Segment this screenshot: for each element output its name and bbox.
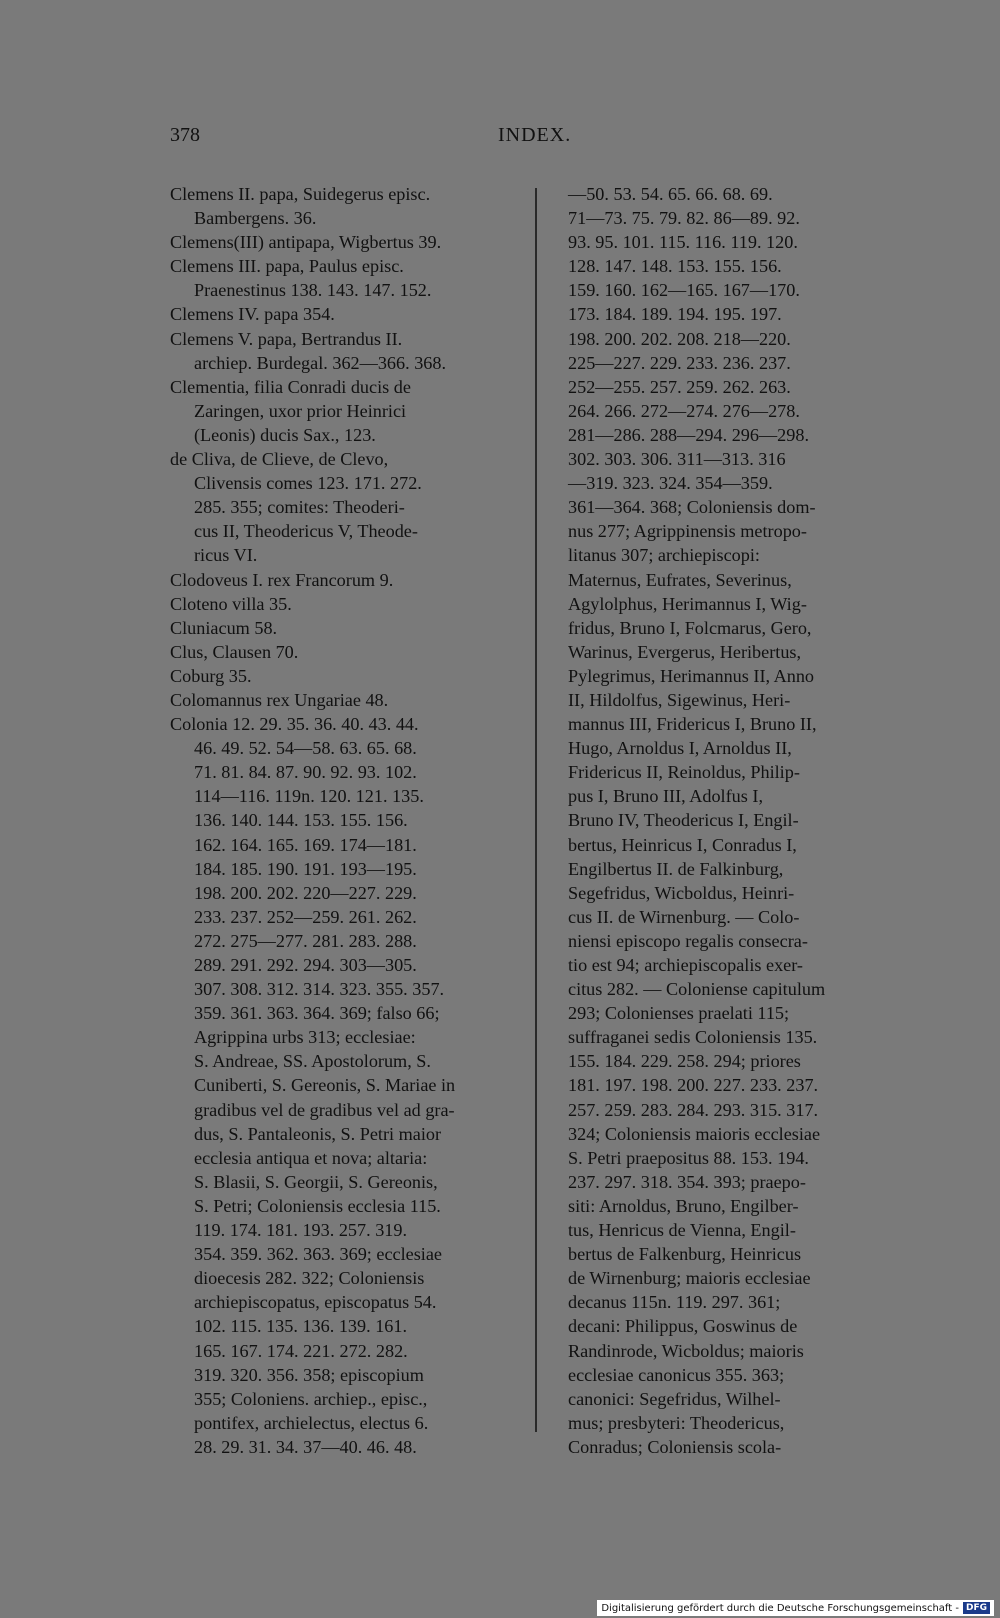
index-line: 198. 200. 202. 208. 218—220. [568,328,791,349]
index-line: Zaringen, uxor prior Heinrici [194,400,407,421]
index-line: II, Hildolfus, Sigewinus, Heri- [568,689,791,710]
index-line: S. Andreae, SS. Apostolorum, S. [194,1051,431,1072]
index-line: mannus III, Fridericus I, Bruno II, [568,714,817,735]
index-line: 319. 320. 356. 358; episcopium [194,1364,424,1385]
index-line: suffraganei sedis Coloniensis 135. [568,1027,818,1048]
index-line: 252—255. 257. 259. 262. 263. [568,376,791,397]
index-line: Hugo, Arnoldus I, Arnoldus II, [568,738,792,759]
index-line: 281—286. 288—294. 296—298. [568,424,809,445]
index-line: Clivensis comes 123. 171. 272. [194,473,422,494]
column-divider [535,188,537,1432]
index-line: 225—227. 229. 233. 236. 237. [568,352,791,373]
index-line: 198. 200. 202. 220—227. 229. [194,882,417,903]
index-line: Bambergens. 36. [194,208,317,229]
index-line: —50. 53. 54. 65. 66. 68. 69. [568,184,773,204]
index-line: 307. 308. 312. 314. 323. 355. 357. [194,979,445,1000]
index-line: 93. 95. 101. 115. 116. 119. 120. [568,232,798,253]
index-line: 359. 361. 363. 364. 369; falso 66; [194,1003,440,1024]
index-line: fridus, Bruno I, Folcmarus, Gero, [568,617,812,638]
index-line: citus 282. — Coloniense capitulum [568,979,826,1000]
index-line: 361—364. 368; Coloniensis dom- [568,497,816,518]
index-line: Maternus, Eufrates, Severinus, [568,569,792,590]
index-line: Agylolphus, Herimannus I, Wig- [568,593,807,614]
index-line: 354. 359. 362. 363. 369; ecclesiae [194,1244,443,1265]
index-line: gradibus vel de gradibus vel ad gra- [194,1099,455,1120]
index-line: Randinrode, Wicboldus; maioris [568,1340,804,1361]
index-line: de Cliva, de Clieve, de Clevo, [170,449,389,470]
index-line: pus I, Bruno III, Adolfus I, [568,786,763,807]
index-line: S. Petri; Coloniensis ecclesia 115. [194,1195,441,1216]
index-line: 293; Colonienses praelati 115; [568,1003,790,1024]
index-line: Cuniberti, S. Gereonis, S. Mariae in [194,1075,456,1096]
index-line: Clodoveus I. rex Francorum 9. [170,569,394,590]
index-line: 285. 355; comites: Theoderi- [194,497,405,518]
index-line: Clemens II. papa, Suidegerus episc. [170,184,431,204]
index-line: 128. 147. 148. 153. 155. 156. [568,256,782,277]
index-line: cus II. de Wirnenburg. — Colo- [568,906,800,927]
index-line: 181. 197. 198. 200. 227. 233. 237. [568,1075,819,1096]
index-line: 71—73. 75. 79. 82. 86—89. 92. [568,208,800,229]
index-line: mus; presbyteri: Theodericus, [568,1412,785,1433]
running-head: INDEX. [498,124,572,146]
index-line: 257. 259. 283. 284. 293. 315. 317. [568,1099,819,1120]
right-column [568,182,904,1459]
index-line: 233. 237. 252—259. 261. 262. [194,906,417,927]
index-line: Clemens V. papa, Bertrandus II. [170,328,403,349]
index-line: 102. 115. 135. 136. 139. 161. [194,1316,408,1337]
index-line: Colonia 12. 29. 35. 36. 40. 43. 44. [170,714,419,735]
index-line: 289. 291. 292. 294. 303—305. [194,955,417,975]
index-line: 324; Coloniensis maioris ecclesiae [568,1123,821,1144]
index-line: Engilbertus II. de Falkinburg, [568,858,784,879]
left-column [170,182,522,1459]
index-line: 159. 160. 162—165. 167—170. [568,280,800,301]
index-line: Warinus, Evergerus, Heribertus, [568,641,802,662]
index-line: Bruno IV, Theodericus I, Engil- [568,810,799,831]
index-line: 173. 184. 189. 194. 195. 197. [568,304,782,325]
index-line: archiep. Burdegal. 362—366. 368. [194,352,447,373]
index-line: Fridericus II, Reinoldus, Philip- [568,762,800,783]
index-line: 114—116. 119n. 120. 121. 135. [194,786,424,807]
index-line: canonici: Segefridus, Wilhel- [568,1388,781,1409]
index-line: 272. 275—277. 281. 283. 288. [194,930,417,951]
index-line: 71. 81. 84. 87. 90. 92. 93. 102. [194,762,417,783]
index-line: 165. 167. 174. 221. 272. 282. [194,1340,408,1361]
index-line: tio est 94; archiepiscopalis exer- [568,955,803,975]
index-line: de Wirnenburg; maioris ecclesiae [568,1268,811,1289]
index-line: 119. 174. 181. 193. 257. 319. [194,1220,408,1241]
index-line: 155. 184. 229. 258. 294; priores [568,1051,801,1072]
index-line: Clementia, filia Conradi ducis de [170,376,411,397]
index-line: 46. 49. 52. 54—58. 63. 65. 68. [194,738,417,759]
index-line: Conradus; Coloniensis scola- [568,1436,782,1457]
index-line: dus, S. Pantaleonis, S. Petri maior [194,1123,442,1144]
index-line: 302. 303. 306. 311—313. 316 [568,449,786,470]
page-number: 378 [170,124,200,146]
index-line: Pylegrimus, Herimannus II, Anno [568,665,815,686]
index-line: (Leonis) ducis Sax., 123. [194,424,376,445]
index-line: decanus 115n. 119. 297. 361; [568,1292,781,1313]
index-line: ecclesiae canonicus 355. 363; [568,1364,785,1385]
index-line: —319. 323. 324. 354—359. [568,473,773,494]
index-line: Coburg 35. [170,665,252,686]
index-line: cus II, Theodericus V, Theode- [194,521,418,542]
index-line: 355; Coloniens. archiep., episc., [194,1388,428,1409]
index-line: bertus de Falkenburg, Heinricus [568,1244,802,1265]
index-line: archiepiscopatus, episcopatus 54. [194,1292,437,1313]
index-line: nus 277; Agrippinensis metropo- [568,521,807,542]
index-line: 28. 29. 31. 34. 37—40. 46. 48. [194,1436,417,1457]
index-line: Clemens III. papa, Paulus episc. [170,256,404,277]
index-line: Colomannus rex Ungariae 48. [170,689,389,710]
index-line: pontifex, archielectus, electus 6. [194,1412,429,1433]
index-line: Cluniacum 58. [170,617,278,638]
footer-credit [597,1600,994,1616]
index-line: Agrippina urbs 313; ecclesiae: [194,1027,416,1048]
index-line: decani: Philippus, Goswinus de [568,1316,798,1337]
index-line: 162. 164. 165. 169. 174—181. [194,834,417,855]
dfg-logo: DFG [963,1602,990,1614]
index-line: tus, Henricus de Vienna, Engil- [568,1220,796,1241]
index-line: bertus, Heinricus I, Conradus I, [568,834,797,855]
index-line: ricus VI. [194,545,258,566]
index-line: 237. 297. 318. 354. 393; praepo- [568,1171,806,1192]
index-line: 184. 185. 190. 191. 193—195. [194,858,417,879]
footer-text: Digitalisierung gefördert durch die Deutsche Forschungsgemeinschaft - [601,1602,959,1614]
index-line: S. Petri praepositus 88. 153. 194. [568,1147,809,1168]
index-line: litanus 307; archiepiscopi: [568,545,760,566]
index-line: ecclesia antiqua et nova; altaria: [194,1147,428,1168]
index-line: siti: Arnoldus, Bruno, Engilber- [568,1195,799,1216]
index-line: 136. 140. 144. 153. 155. 156. [194,810,408,831]
index-line: dioecesis 282. 322; Coloniensis [194,1268,425,1289]
index-line: Clus, Clausen 70. [170,641,299,662]
index-line: Clemens IV. papa 354. [170,304,335,325]
index-line: niensi episcopo regalis consecra- [568,930,808,951]
index-line: Clemens(III) antipapa, Wigbertus 39. [170,232,442,253]
index-line: Praenestinus 138. 143. 147. 152. [194,280,432,301]
index-line: Cloteno villa 35. [170,593,292,614]
index-line: Segefridus, Wicboldus, Heinri- [568,882,795,903]
index-line: 264. 266. 272—274. 276—278. [568,400,800,421]
index-line: S. Blasii, S. Georgii, S. Gereonis, [194,1171,438,1192]
